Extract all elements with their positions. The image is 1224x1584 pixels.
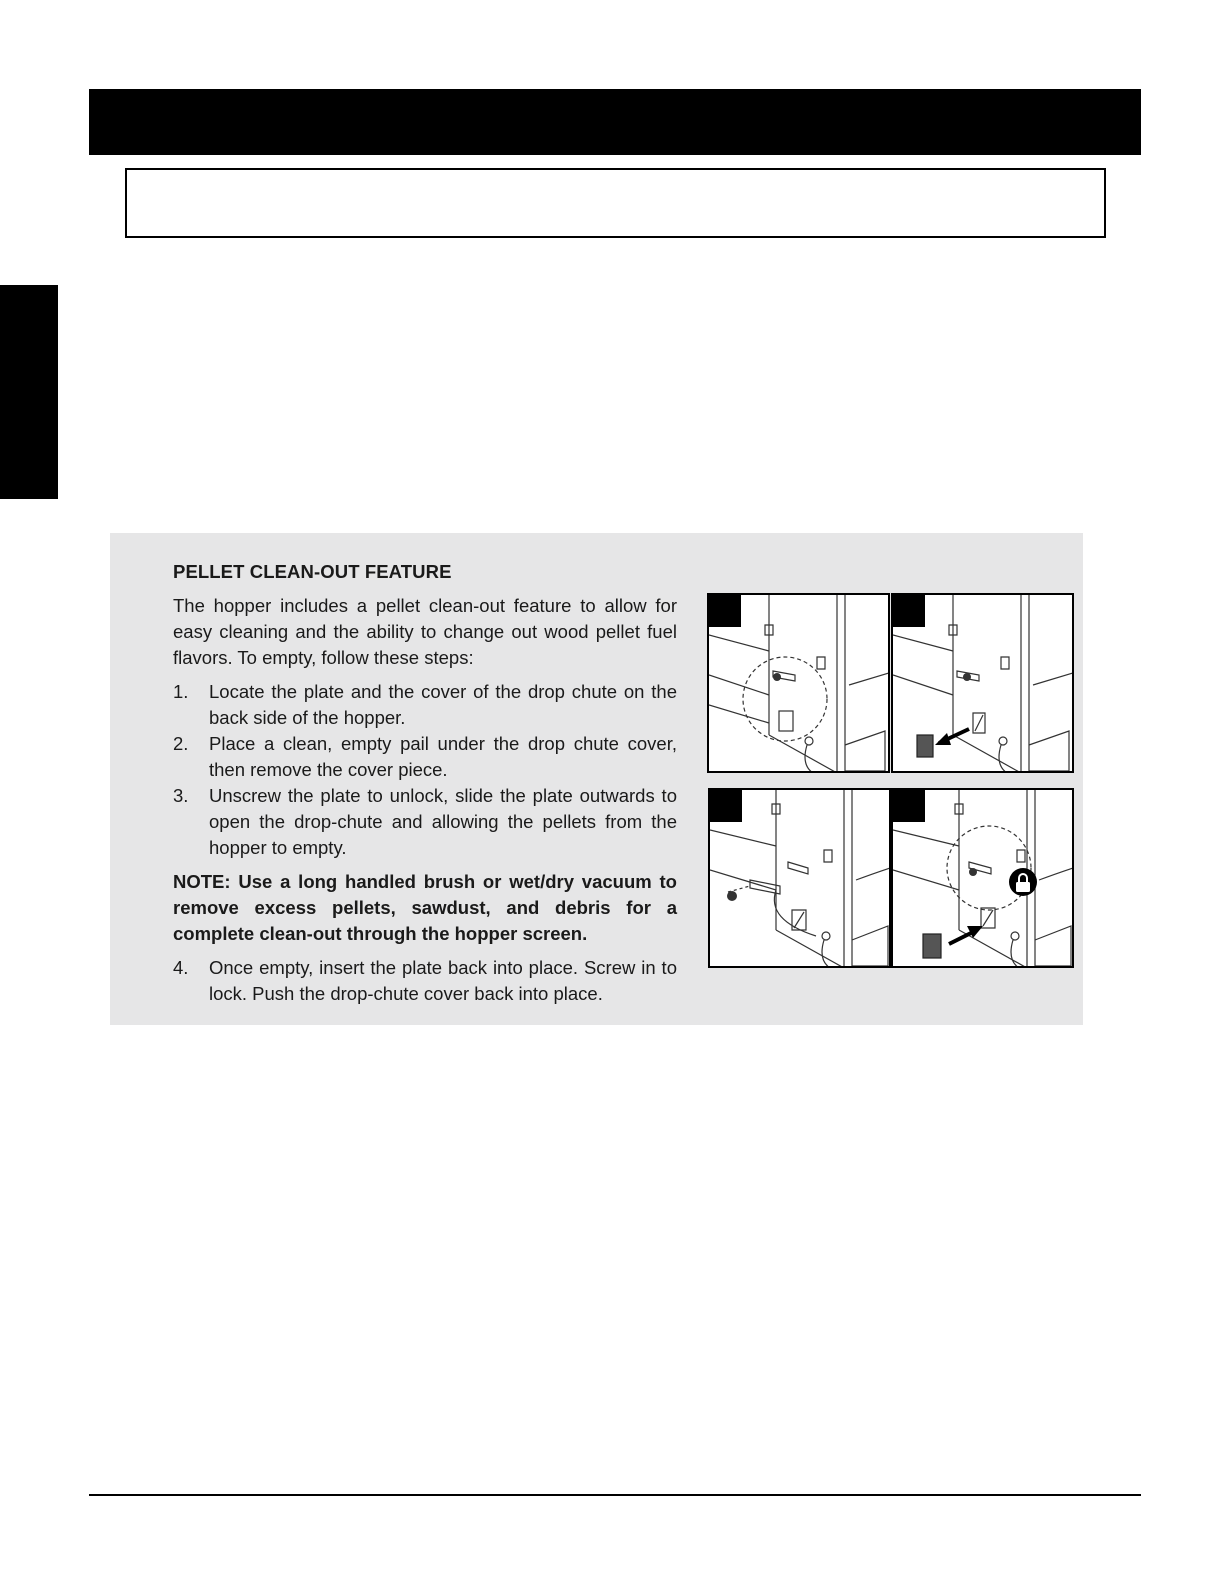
figure-4 (891, 788, 1074, 968)
header-bar (89, 89, 1141, 155)
steps-list (173, 679, 677, 861)
step-text: Unscrew the plate to unlock, slide the plate outwards to open the drop-chute and allowing the pellets from the hopper to empty. (209, 785, 677, 858)
intro-paragraph: The hopper includes a pellet clean-out feature to allow for easy cleaning and the ability to change out wood pellet fuel flavors. To empty, follow these steps: (173, 595, 677, 668)
step-item (173, 731, 677, 783)
figure-tag (893, 790, 925, 822)
section-heading: PELLET CLEAN-OUT FEATURE (173, 561, 452, 582)
figure-grid (706, 593, 1078, 971)
step-text: Once empty, insert the plate back into place. Screw in to lock. Push the drop-chute cover back into place. (209, 957, 677, 1004)
footer-rule (89, 1494, 1141, 1496)
figure-tag (709, 595, 741, 627)
step-number: 2. (173, 733, 189, 754)
figure-3 (708, 788, 891, 968)
step-number: 1. (173, 681, 189, 702)
figure-tag (893, 595, 925, 627)
clean-out-panel (110, 533, 1083, 1025)
side-tab (0, 285, 58, 499)
step-text: Locate the plate and the cover of the drop chute on the back side of the hopper. (209, 681, 677, 728)
figure-tag (710, 790, 742, 822)
step-text: Place a clean, empty pail under the drop chute cover, then remove the cover piece. (209, 733, 677, 780)
step-item (173, 679, 677, 731)
final-step-list (173, 955, 677, 1007)
header-box (125, 168, 1106, 238)
step-number: 4. (173, 957, 189, 978)
figure-2 (891, 593, 1074, 773)
note-paragraph: NOTE: Use a long handled brush or wet/dry vacuum to remove excess pellets, sawdust, and debris for a complete clean-out through the hopper screen. (173, 871, 677, 944)
instructions (173, 559, 677, 1015)
step-item (173, 783, 677, 861)
step-item (173, 955, 677, 1007)
figure-1 (707, 593, 890, 773)
step-number: 3. (173, 785, 189, 806)
